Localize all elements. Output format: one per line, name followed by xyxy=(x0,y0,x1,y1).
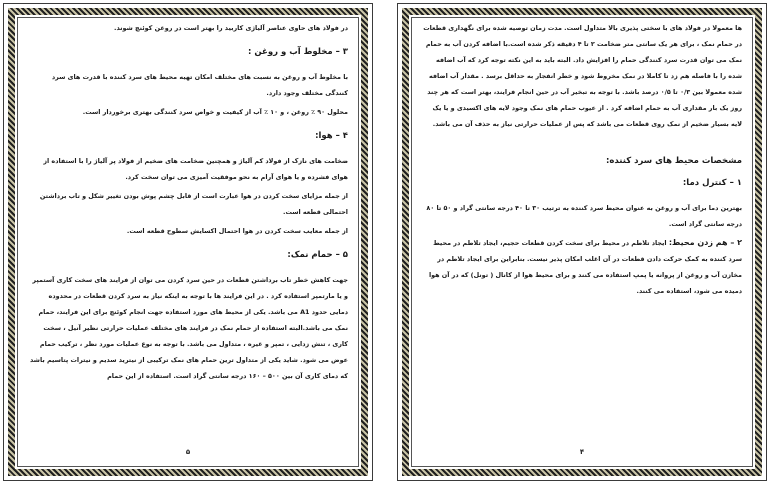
paragraph-mix-1: با مخلوط آب و روغن به نسبت های مختلف امکان تهیه محیط های سرد کننده با قدرت های سرد کنندگی مختلف وجود دارد. xyxy=(51,73,348,97)
page-number: ۵ xyxy=(185,448,191,456)
paragraph-salt-bath-continued: ها معمولا در فولاد های با سختی پذیری بالا متداول است. مدت زمان توصیه شده برای نگهداری قطعات در حمام نمک ، برای هر یک سانتی متر ضخامت ۲ تا ۴ دقیقه ذکر شده است.با اضافه کردن آب به حمام نمک می توان قدرت سرد کنندگی حمام را افزایش داد. البته باید به این نکته توجه کرد که آب اضافه شده را با فاصله هم زد تا کاملا در نمک مخروط شود و خطر انفجار به حداقل برسد . مقدار آب اضافه شده معمولا بین ۰/۳ تا ۰/۵ درصد باشد. با توجه به تبخیر آب در حین انجام فرایند، بهتر است که هر چند روز یک بار مقداری آب به حمام اضافه کرد . از عیوب حمام های نمک وجود لایه های اکسیدی و یا یک لایه بسیار ضخیم از نمک روی قطعات می باشد که پس از عملیات حرارتی نیاز به حذف آن می باشد. xyxy=(423,24,742,128)
heading-temperature-control: ۱ – کنترل دما: xyxy=(682,178,742,188)
document-page-left xyxy=(3,3,373,481)
paragraph-air-2: از جمله مزایای سخت کردن در هوا عبارت است از قابل چشم پوش بودن تغییر شکل و تاب برداشتن احتمالی قطعه است. xyxy=(39,192,348,216)
paragraph-air-3: از جمله معایب سخت کردن در هوا احتمال اکسایش سطوح قطعه است. xyxy=(126,227,348,235)
heading-salt-bath: ۵ – حمام نمک: xyxy=(287,250,348,260)
document-page-right xyxy=(397,3,767,481)
heading-agitation: ۲ – هم زدن محیط: xyxy=(668,238,742,247)
paragraph-air-1: ضخامت های نازک از فولاد کم آلیاژ و همچنین ضخامت های ضخیم از فولاد پر آلیاژ را با استفاده از هوای فشرده و یا هوای آرام به نحو موفقیت آمیزی می توان سخت کرد. xyxy=(43,157,348,181)
paragraph-mix-2: محلول ۹۰ ٪ روغن ، و ۱۰ ٪ آب از کیفیت و خواص سرد کنندگی بهتری برخوردار است. xyxy=(82,108,348,116)
paragraph-intro: در فولاد های حاوی عناصر آلیاژی کاربید را بهتر است در روغن کوئنچ شوند. xyxy=(114,24,348,32)
page-content-left xyxy=(28,20,348,450)
heading-air: ۴ – هوا: xyxy=(315,131,348,141)
paragraph-agitation-text: ایجاد تلاطم در محیط برای سخت کردن قطعات حجیم، ایجاد تلاطم در محیط سرد کننده به کمک حرکت دادن قطعات در آن اغلب امکان پذیر نیست. بنابراین برای ایجاد تلاطم در مخازن آب و روغن از پروانه یا پمپ استفاده می کنند و برای محیط هوا از کانال ( تونل) که در آن هوا دمیده می شود، استفاده می کنند. xyxy=(428,239,742,295)
heading-cooling-media-specs: مشخصات محیط های سرد کننده: xyxy=(605,156,742,166)
paragraph-temperature: بهترین دما برای آب و روغن به عنوان محیط سرد کننده به ترتیب ۳۰ تا ۴۰ درجه سانتی گراد و ۵۰ تا ۸۰ درجه سانتی گراد است. xyxy=(426,204,742,228)
paragraph-agitation xyxy=(422,235,742,299)
paragraph-salt-bath: جهت کاهش خطر تاب برداشتن قطعات در حین سرد کردن می توان از فرایند های سخت کاری آستمپر و یا مارتمپر استفاده کرد . در این فرایند ها با توجه به اینکه نیاز به سرد کردن قطعات در محدوده دمایی حدود A1 می باشد. یکی از محیط های مورد استفاده جهت انجام کوئنچ برای این فرایند، حمام نمک می باشد.البته استفاده از حمام نمک در فرایند های مختلف عملیات حرارتی نظیر آنیل ، سخت کاری ، تنش زدایی ، تمپر و غیره ، متداول می باشد. با توجه به نوع عملیات مورد نظر ، ترکیب حمام عوض می شود. شاید یکی از متداول ترین حمام های نمک ترکیبی از نیترید سدیم و نیترات پتاسیم باشد که دمای کاری آن بین ۵۰۰ – ۱۶۰ درجه سانتی گراد است. استفاده از این حمام xyxy=(29,276,348,380)
page-number: ۴ xyxy=(579,448,585,456)
heading-oil-water-mix: ۳ – مخلوط آب و روغن : xyxy=(248,47,348,57)
page-content-right xyxy=(422,20,742,450)
